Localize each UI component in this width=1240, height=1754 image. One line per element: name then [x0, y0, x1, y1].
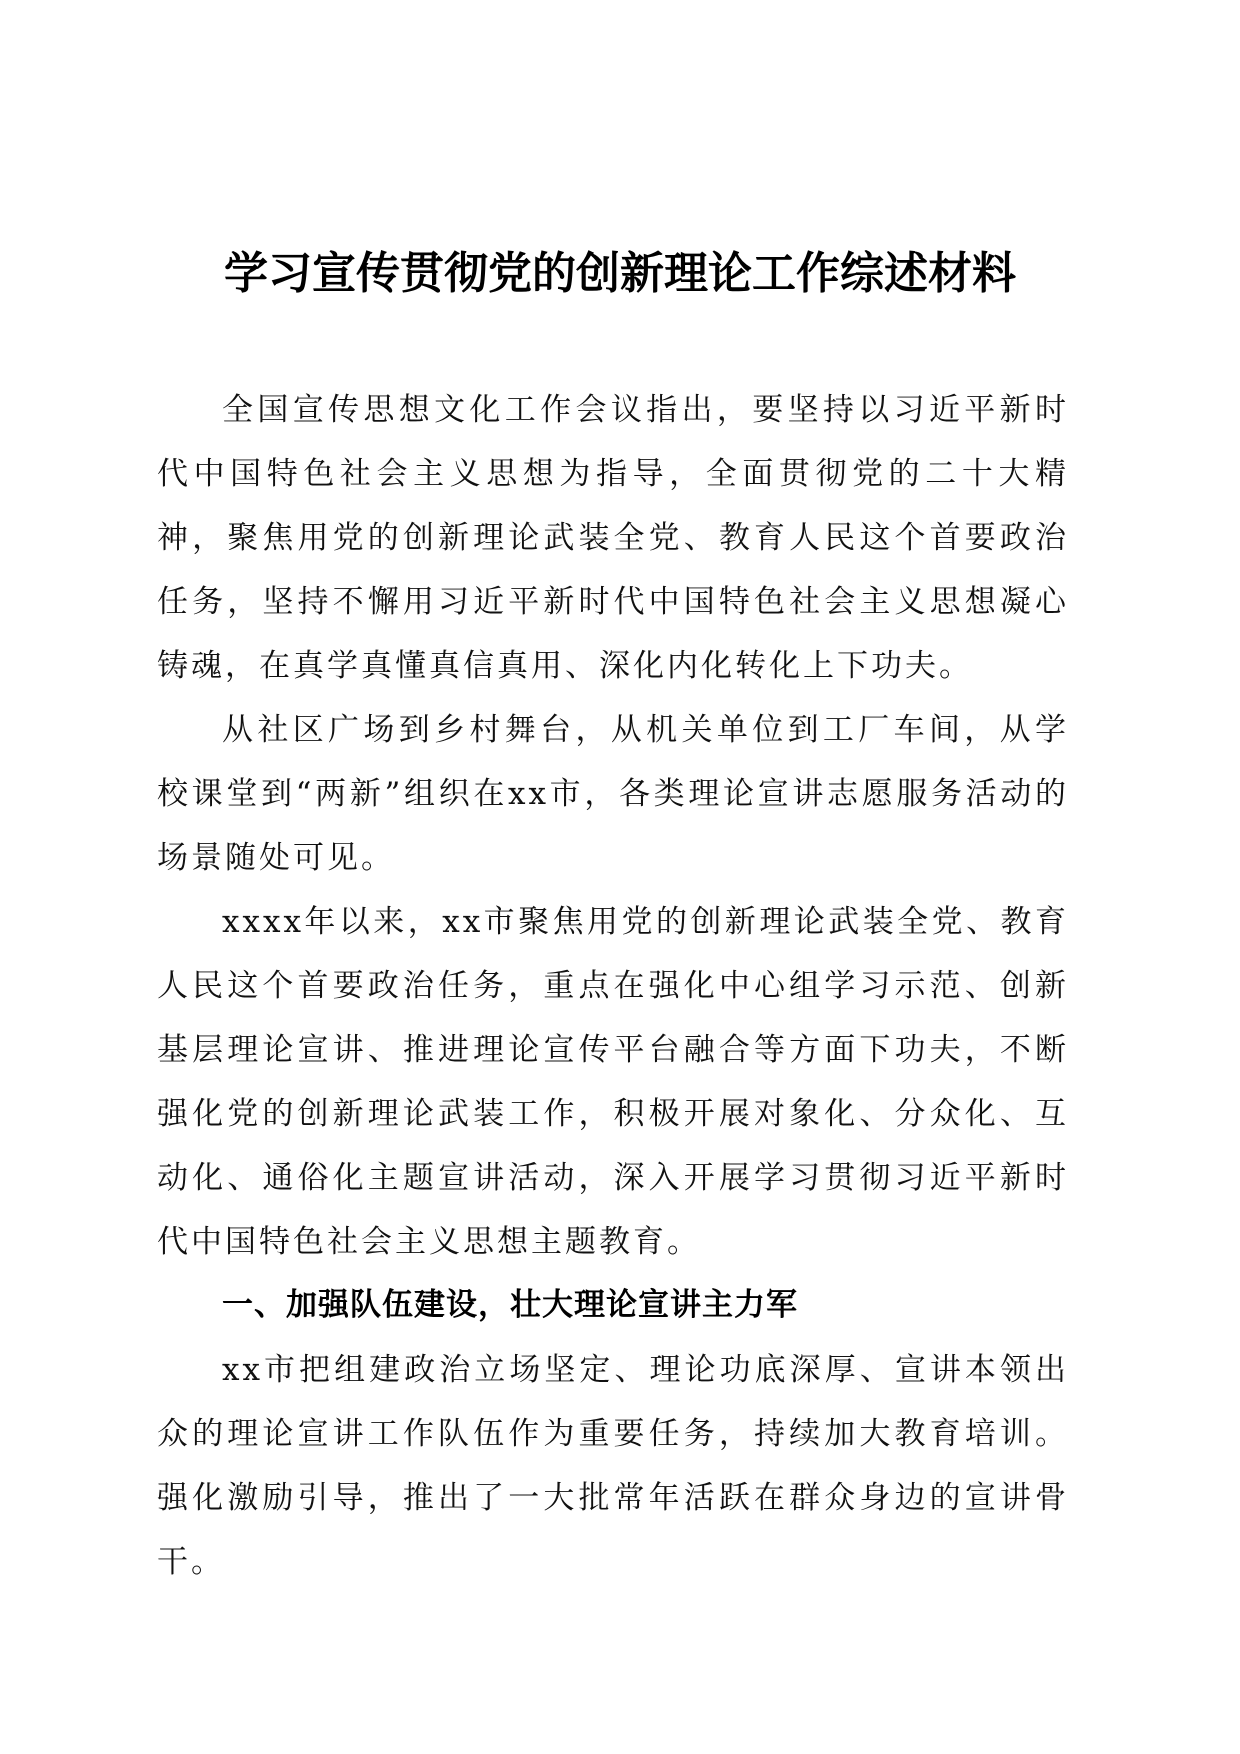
- paragraph-intro: 全国宣传思想文化工作会议指出，要坚持以习近平新时代中国特色社会主义思想为指导，全面贯彻党的二十大精神，聚焦用党的创新理论武装全党、教育人民这个首要政治任务，坚持不懈用习近平新时代中国特色社会主义思想凝心铸魂，在真学真懂真信真用、深化内化转化上下功夫。: [157, 392, 1069, 684]
- section-heading: 一、加强队伍建设，壮大理论宣讲主力军: [222, 1287, 798, 1323]
- paragraph-team-building: xx市把组建政治立场坚定、理论功底深厚、宣讲本领出众的理论宣讲工作队伍作为重要任务，持续加大教育培训。强化激励引导，推出了一大批常年活跃在群众身边的宣讲骨干。: [157, 1352, 1069, 1580]
- paragraph-scenes: 从社区广场到乡村舞台，从机关单位到工厂车间，从学校课堂到“两新”组织在xx市，各类理论宣讲志愿服务活动的场景随处可见。: [157, 712, 1069, 876]
- paragraph-overview: xxxx年以来，xx市聚焦用党的创新理论武装全党、教育人民这个首要政治任务，重点在强化中心组学习示范、创新基层理论宣讲、推进理论宣传平台融合等方面下功夫，不断强化党的创新理论武装工作，积极开展对象化、分众化、互动化、通俗化主题宣讲活动，深入开展学习贯彻习近平新时代中国特色社会主义思想主题教育。: [157, 904, 1069, 1260]
- document-title: 学习宣传贯彻党的创新理论工作综述材料: [224, 248, 1016, 299]
